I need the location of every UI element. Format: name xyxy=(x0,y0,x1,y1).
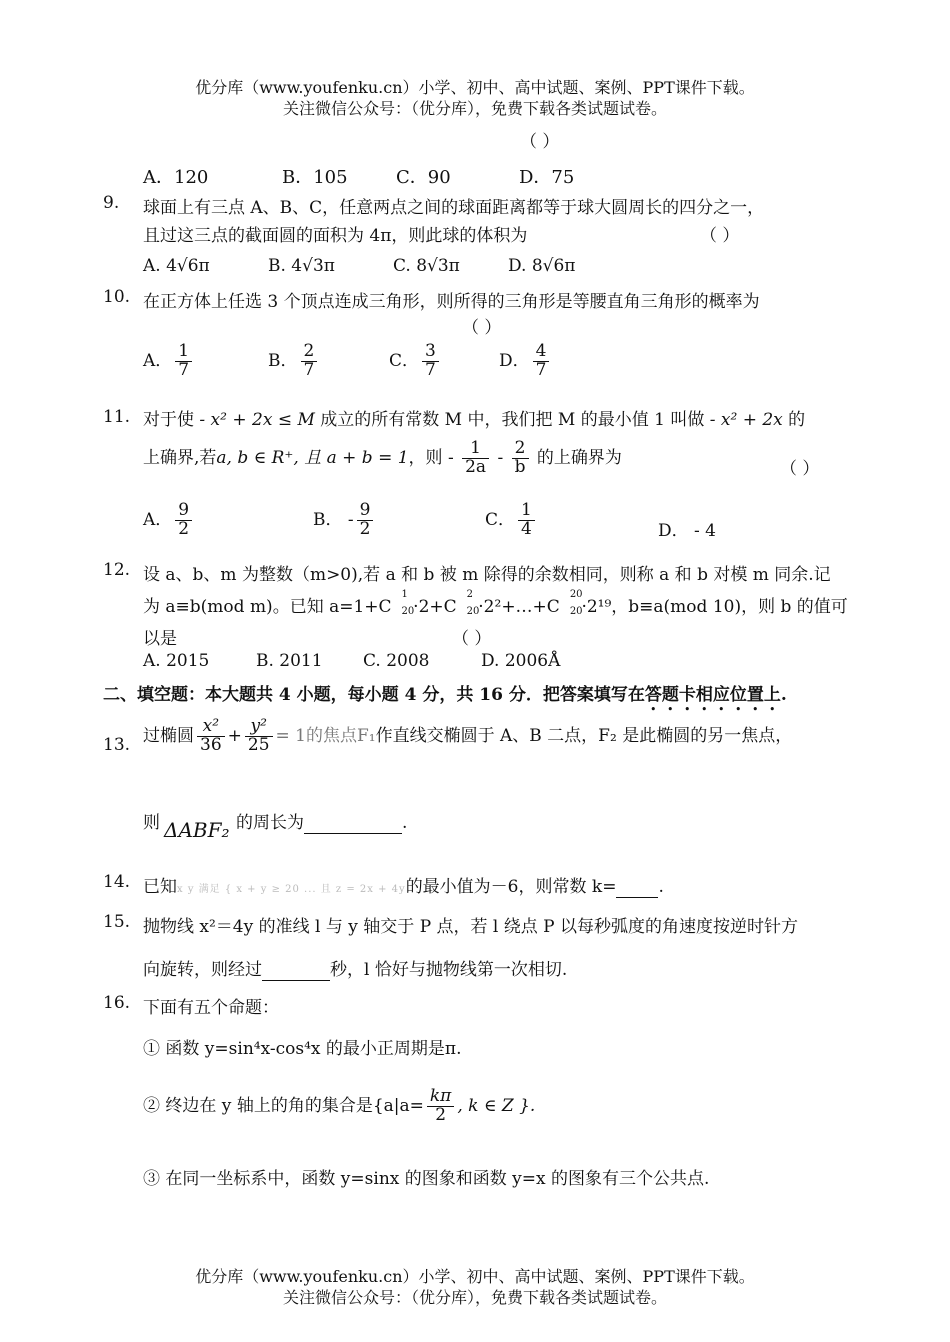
q13-line2c: . xyxy=(402,813,408,833)
q9-number: 9. xyxy=(103,193,120,213)
header-line-2: 关注微信公众号：（优分库），免费下载各类试题试卷。 xyxy=(282,99,667,118)
q11-option-a-denominator: 2 xyxy=(178,518,190,539)
q16-p2-fraction xyxy=(427,1088,454,1125)
q10-option-c xyxy=(389,343,442,380)
q10-option-b xyxy=(268,343,320,380)
q11-line2c: 的上确界为 xyxy=(536,447,622,468)
footer-line-1: 优分库（www.youfenku.cn）小学、初中、高中试题、案例、PPT课件下载。 xyxy=(195,1267,755,1286)
q16-number: 16. xyxy=(103,993,131,1013)
q13-number: 13. xyxy=(103,735,131,755)
q12-comb-1 xyxy=(392,589,415,617)
q16-proposition-1: ① 函数 y=sin⁴x-cos⁴x 的最小正周期是π. xyxy=(143,1039,462,1059)
q13-a: 过椭圆 xyxy=(143,725,194,746)
q10-option-b-numerator: 2 xyxy=(301,343,318,362)
q9-paren: （ ） xyxy=(700,226,740,246)
q11-option-a-label: A． xyxy=(143,509,173,530)
q16-intro: 下面有五个命题： xyxy=(143,998,279,1018)
q12-comb-4-up: 20 xyxy=(569,589,583,600)
q10-option-a-fraction xyxy=(175,343,192,380)
q10-number: 10. xyxy=(103,287,131,307)
q11-frac2-numerator: 2 xyxy=(512,440,529,459)
q10-option-d-denominator: 7 xyxy=(535,359,547,380)
q9-option-d: D. 8√6π xyxy=(508,256,576,276)
q11-line2a: 上确界,若 xyxy=(143,447,217,468)
q11-expr2: - x² + 2x xyxy=(709,410,783,430)
q11-paren: （ ） xyxy=(780,459,820,479)
q12-paren: （ ） xyxy=(452,629,492,649)
q16-p2b: , k ∈ Z }. xyxy=(457,1095,536,1116)
q12-line-2 xyxy=(143,589,848,617)
q11-option-a xyxy=(143,502,195,539)
q11-line2b: ，则 xyxy=(408,447,443,468)
q10-option-a-numerator: 1 xyxy=(175,343,192,362)
q12-line2b: ·2+C xyxy=(413,597,457,617)
q10-option-b-denominator: 7 xyxy=(303,359,315,380)
q13-triangle: ΔABF₂ xyxy=(164,818,230,842)
q11-part3: 的 xyxy=(788,410,806,430)
q10-option-c-label: C． xyxy=(389,350,420,371)
q10-option-d-numerator: 4 xyxy=(533,343,550,362)
q16-p2-denominator: 2 xyxy=(435,1104,447,1125)
section-2-title-a: 二、填空题：本大题共 4 小题，每小题 4 分，共 16 分．把答案填写在 xyxy=(103,685,645,705)
q11-option-b-fraction xyxy=(357,502,374,539)
q11-line-1 xyxy=(143,405,805,430)
q16-proposition-2 xyxy=(143,1088,535,1125)
q8-paren: （ ） xyxy=(520,132,560,152)
q12-line2d: ·2¹⁹，b≡a(mod 10)，则 b 的值可 xyxy=(581,597,848,617)
q12-line-3: 以是 xyxy=(143,629,177,649)
q11-part2: 成立的所有常数 M 中，我们把 M 的最小值 1 叫做 xyxy=(320,410,705,430)
q15-answer-blank[interactable] xyxy=(262,960,330,981)
q11-option-b-label: B． - xyxy=(313,509,354,530)
q10-option-b-fraction xyxy=(301,343,318,380)
q12-comb-1-down: 20 xyxy=(401,606,415,617)
q13-frac-x-num: x² xyxy=(197,718,225,737)
q11-frac1-numerator: 1 xyxy=(462,440,489,459)
q13-line-2-prefix: 则 xyxy=(143,813,160,833)
q12-line2a: 为 a≡b(mod m)。已知 a=1+C xyxy=(143,597,392,617)
q13-line-1 xyxy=(143,718,792,755)
q12-comb-2-up: 2 xyxy=(466,589,474,600)
q9-option-b: B. 4√3π xyxy=(268,256,335,276)
footer-line-2: 关注微信公众号：（优分库），免费下载各类试题试卷。 xyxy=(282,1288,667,1307)
q12-comb-2-down: 20 xyxy=(466,606,480,617)
section-2-title xyxy=(103,680,787,715)
q13-answer-blank[interactable] xyxy=(304,813,402,834)
q16-p2a: ② 终边在 y 轴上的角的集合是{a|a= xyxy=(143,1095,424,1116)
q11-frac2-denominator: b xyxy=(514,456,526,477)
q8-option-b: B．105 xyxy=(282,167,348,188)
q13-c: 作直线交椭圆于 A、B 二点，F₂ 是此椭圆的另一焦点， xyxy=(375,725,793,746)
q12-comb-1-up: 1 xyxy=(401,589,408,600)
q13-frac-y xyxy=(245,718,273,755)
q15-line2a: 向旋转，则经过 xyxy=(143,960,262,980)
q11-option-a-numerator: 9 xyxy=(175,502,192,521)
q9-line-1: 球面上有三点 A、B、C，任意两点之间的球面距离都等于球大圆周长的四分之一， xyxy=(143,198,765,218)
q11-option-b xyxy=(313,502,376,539)
q13-line-2 xyxy=(236,808,407,834)
q12-option-c: C. 2008 xyxy=(363,651,430,671)
q13-frac-y-num: y² xyxy=(245,718,273,737)
q11-option-b-denominator: 2 xyxy=(359,518,371,539)
q15-number: 15. xyxy=(103,912,131,932)
q12-line2c: ·2²+…+C xyxy=(478,597,560,617)
q14-c: . xyxy=(658,877,664,897)
q11-option-a-fraction xyxy=(175,502,192,539)
q12-option-d: D. 2006Å xyxy=(481,651,561,671)
q11-frac2 xyxy=(512,440,529,477)
section-2-title-b: 答题卡相应位置上 xyxy=(644,685,781,705)
q12-number: 12. xyxy=(103,560,131,580)
q9-line-2: 且过这三点的截面圆的面积为 4π，则此球的体积为 xyxy=(143,226,528,246)
q12-comb-4-down: 20 xyxy=(569,606,583,617)
q14-a: 已知 xyxy=(143,877,177,897)
q11-option-c-fraction xyxy=(518,502,535,539)
q10-paren: （ ） xyxy=(462,318,502,338)
q8-option-d: D．75 xyxy=(519,167,575,188)
q14-b: 的最小值为－6，则常数 k= xyxy=(405,877,617,897)
q10-option-a-label: A． xyxy=(143,350,173,371)
q11-expr1: - x² + 2x ≤ M xyxy=(199,410,315,430)
q8-option-c: C．90 xyxy=(396,167,451,188)
q11-line2-expr: a, b ∈ R⁺, 且 a + b = 1 xyxy=(216,447,409,468)
q10-line-1: 在正方体上任选 3 个顶点连成三角形，则所得的三角形是等腰直角三角形的概率为 xyxy=(143,292,760,312)
q8-option-a: A．120 xyxy=(143,167,209,188)
q10-option-a xyxy=(143,343,195,380)
q10-option-d-label: D． xyxy=(499,350,530,371)
q12-line-1: 设 a、b、m 为整数（m>0),若 a 和 b 被 m 除得的余数相同，则称 a 和 b 对模 m 同余.记 xyxy=(143,565,831,585)
q13-b: = 1的焦点F₁ xyxy=(275,725,376,746)
q14-garbled-constraints: x y 满足 { x + y ≥ 20 ... 且 z = 2x + 4y xyxy=(177,884,406,895)
q11-frac1 xyxy=(462,440,489,477)
q11-option-d: D． - 4 xyxy=(658,521,716,541)
q15-line-1: 抛物线 x²＝4y 的准线 l 与 y 轴交于 P 点，若 l 绕点 P 以每秒弧度的角速度按逆时针方 xyxy=(143,917,799,937)
q16-p2-numerator: kπ xyxy=(427,1088,454,1107)
q11-option-c xyxy=(485,502,538,539)
q12-option-b: B. 2011 xyxy=(256,651,323,671)
q10-option-c-fraction xyxy=(422,343,439,380)
q14-answer-blank[interactable] xyxy=(616,877,658,898)
q11-option-c-numerator: 1 xyxy=(518,502,535,521)
q13-line2b: 的周长为 xyxy=(236,813,304,833)
q10-option-c-numerator: 3 xyxy=(422,343,439,362)
q12-option-a: A. 2015 xyxy=(143,651,210,671)
q11-line-2: 上确界,若a, b ∈ R⁺, 且 a + b = 1，则 - $\frac{1}{2a}$ - $\frac{2}{b}$ 的上确界为 xyxy=(143,438,622,477)
q11-option-b-numerator: 9 xyxy=(357,502,374,521)
q10-option-d xyxy=(499,343,552,380)
q11-option-c-label: C． xyxy=(485,509,516,530)
q9-option-c: C. 8√3π xyxy=(393,256,460,276)
q14-line xyxy=(143,872,664,898)
q11-part1: 对于使 xyxy=(143,410,194,430)
q15-line2b: 秒，l 恰好与抛物线第一次相切. xyxy=(330,960,568,980)
q11-number: 11. xyxy=(103,407,131,427)
q12-comb-4 xyxy=(560,589,583,617)
q10-option-a-denominator: 7 xyxy=(178,359,190,380)
section-2-title-c: . xyxy=(780,685,787,705)
q11-option-c-denominator: 4 xyxy=(521,518,532,539)
q10-option-b-label: B． xyxy=(268,350,298,371)
q11-frac1-denominator: 2a xyxy=(465,456,487,477)
q15-line-2 xyxy=(143,955,567,981)
q13-frac-x xyxy=(197,718,225,755)
q10-option-d-fraction xyxy=(533,343,550,380)
q13-frac-y-den: 25 xyxy=(247,734,270,755)
q9-option-a: A. 4√6π xyxy=(143,256,210,276)
q13-plus: + xyxy=(227,725,242,746)
header-line-1: 优分库（www.youfenku.cn）小学、初中、高中试题、案例、PPT课件下载。 xyxy=(195,78,755,97)
q14-number: 14. xyxy=(103,872,131,892)
q10-option-c-denominator: 7 xyxy=(425,359,436,380)
q16-proposition-3: ③ 在同一坐标系中，函数 y=sinx 的图象和函数 y=x 的图象有三个公共点. xyxy=(143,1169,710,1189)
q13-frac-x-den: 36 xyxy=(200,734,222,755)
q12-comb-2 xyxy=(457,589,480,617)
